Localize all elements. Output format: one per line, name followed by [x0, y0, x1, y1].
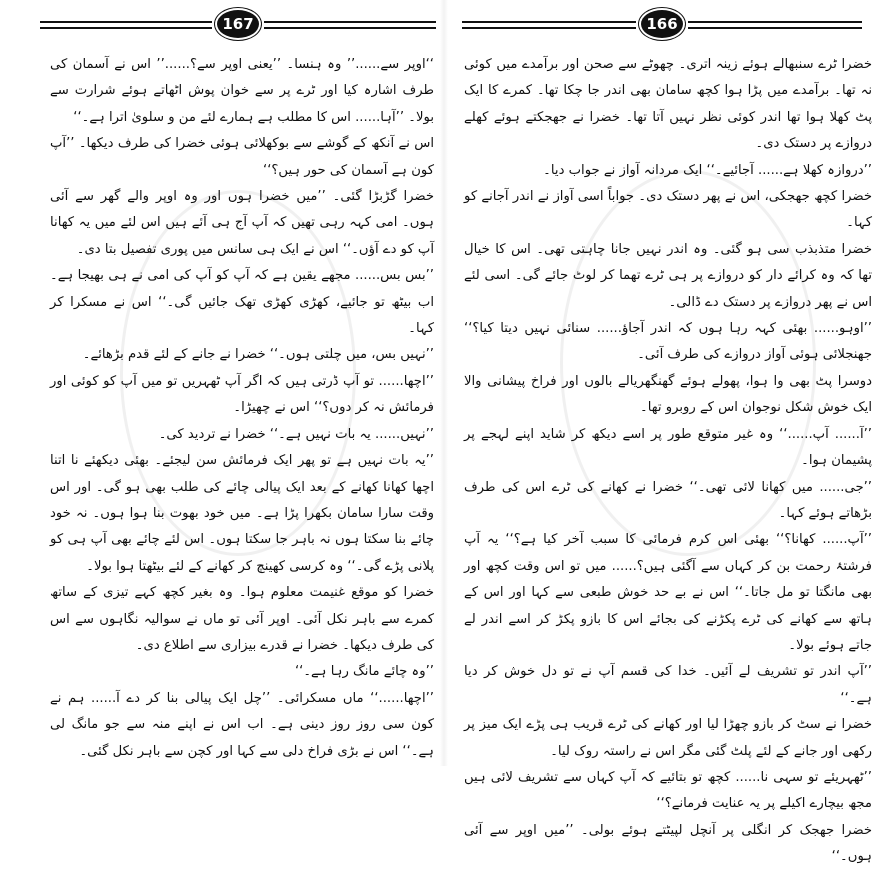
paragraph: ’’ٹھہریئے تو سہی نا...... کچھ تو بتائیے کہ آپ کہاں سے تشریف لائی ہیں مجھ بیچارے اکیلے پر یہ عنایت فرمانے؟‘‘	[464, 769, 872, 812]
paragraph: ’’یہ بات نہیں ہے تو پھر ایک فرمائش سن لیجئے۔ بھئی دیکھئے نا اتنا اچھا کھانا کھانے کے بعد ایک پیالی چائے کی طلب بھی ہو گی۔ اور اس وقت سارا سامان بکھرا پڑا ہے۔ میں خود بھوت بنا ہوا ہوں۔ نہ خود چائے بنا سکتا ہوں نہ باہر جا سکتا ہوں۔ اس لئے چائے بھی آپ ہی کو پلانی پڑے گی۔‘‘ وہ کرسی کھینچ کر کھانے کے لئے بیٹھتا ہوا بولا۔	[50, 453, 434, 574]
paragraph: خضرا گڑبڑا گئی۔ ’’میں خضرا ہوں اور وہ اوپر والے گھر سے آئی ہوں۔ امی کہہ رہی تھیں کہ آپ آج ہی آئے ہیں اس لئے میں یہ کھانا آپ کو دے آؤں۔‘‘ اس نے ایک ہی سانس میں پوری تفصیل بتا دی۔	[50, 189, 434, 257]
paragraph: خضرا ٹرے سنبھالے ہوئے زینہ اتری۔ چھوٹے سے صحن اور برآمدے میں کوئی نہ تھا۔ برآمدے میں پڑا ہوا کچھ سامان بھی اندر جا چکا تھا۔ کمرے کا ایک پٹ کھلا ہوا تھا اندر کوئی نظر نہیں آتا تھا۔ خضرا نے جھجکتے ہوئے کھلے دروازے پر دستک دی۔	[464, 57, 872, 152]
header-rule	[40, 21, 212, 29]
paragraph: خضرا متذبذب سی ہو گئی۔ وہ اندر نہیں جانا چاہتی تھی۔ اس کا خیال تھا کہ وہ کرائے دار کو دروازے پر ہی ٹرے تھما کر لوٹ جائے گی۔ اسی لئے اس نے پھر دروازے پر دستک دے ڈالی۔	[464, 241, 872, 310]
paragraph: اس نے آنکھ کے گوشے سے بوکھلائی ہوئی خضرا کی طرف دیکھا۔ ’’آپ کون ہے آسمان کی حور ہیں؟‘‘	[50, 136, 434, 178]
paragraph: ’’آپ...... کھانا؟‘‘ بھئی اس کرم فرمائی کا سبب آخر کیا ہے؟‘‘ یہ آپ فرشتۂ رحمت بن کر کہاں سے آگئی ہیں؟...... میں تو اس وقت کچھ اور بھی مانگتا تو مل جاتا۔‘‘ اس نے بے حد خوش طبعی سے کہا اور اس کے ہاتھ سے کھانے کی ٹرے پکڑنے کی بجائے اس کا بازو پکڑ کر اسے اندر لے جاتے ہوئے بولا۔	[464, 532, 872, 653]
paragraph: ’’دروازہ کھلا ہے...... آجائیے۔‘‘ ایک مردانہ آواز نے جواب دیا۔	[543, 162, 872, 178]
paragraph: دوسرا پٹ بھی وا ہوا، پھولے ہوئے گھنگھریالے بالوں اور فراخ پیشانی والا ایک خوش شکل نوجوان اس کے روبرو تھا۔	[464, 373, 872, 416]
page-number-badge: 166	[641, 10, 683, 38]
paragraph: ’’آ...... آپ......‘‘ وہ غیر متوقع طور پر اسے دیکھ کر شاید اپنے لہجے پر پشیمان ہوا۔	[464, 426, 872, 469]
paragraph: ‘‘اوپر سے......’’ وہ ہنسا۔ ’’یعنی اوپر سے؟......’’ اس نے آسمان کی طرف اشارہ کیا اور ٹرے پر سے خوان پوش اٹھاتے ہوئے شرارت سے بولا۔ ’’آہا...... اس کا مطلب ہے ہمارے لئے من و سلویٰ اترا ہے۔‘‘	[50, 57, 434, 125]
paragraph: ’’اچھا...... تو آپ ڈرتی ہیں کہ اگر آپ ٹھہریں تو میں آپ کو کوئی اور فرمائش نہ کر دوں؟‘‘ اس نے چھیڑا۔	[50, 373, 434, 416]
paragraph: خضرا نے سٹ کر بازو چھڑا لیا اور کھانے کی ٹرے قریب ہی پڑے ایک میز پر رکھی اور جانے کے لئے پلٹ گئی مگر اس نے راستہ روک لیا۔	[464, 717, 872, 759]
right-page	[448, 0, 880, 865]
paragraph: ’’نہیں...... یہ بات نہیں ہے۔‘‘ خضرا نے تردید کی۔	[158, 426, 434, 442]
paragraph: ’’وہ چائے مانگ رہا ہے۔‘‘	[294, 664, 434, 680]
paragraph: ’’جی...... میں کھانا لائی تھی۔‘‘ خضرا نے کھانے کی ٹرے اس کی طرف بڑھاتے ہوئے کہا۔	[464, 479, 872, 521]
paragraph: ’’بس بس...... مجھے یقین ہے کہ آپ کو آپ کی امی نے ہی بھیجا ہے۔ اب بیٹھ تو جائیے، کھڑی کھڑی تھک جائیں گی۔‘‘ اس نے مسکرا کر کہا۔	[50, 268, 434, 337]
page-body	[50, 52, 434, 765]
page-number-badge: 167	[217, 10, 259, 38]
paragraph: ’’اوہو...... بھئی کہہ رہا ہوں کہ اندر آجاؤ...... سنائی نہیں دیتا کیا؟‘‘ جھنجلائی ہوئی آواز دروازے کی طرف آئی۔	[464, 321, 872, 363]
header-rule	[462, 21, 636, 29]
page-gutter	[440, 0, 448, 766]
paragraph: ’’اچھا......‘‘ ماں مسکرائی۔ ’’چل ایک پیالی بنا کر دے آ...... ہم نے کون سی روز روز دینی ہے۔ اب اس نے اپنے منہ سے جو مانگ لی ہے۔‘‘ اس نے بڑی فراخ دلی سے کہا اور کچن سے باہر نکل گئی۔	[50, 690, 434, 759]
page-header	[40, 10, 436, 40]
paragraph: خضرا کو موقع غنیمت معلوم ہوا۔ وہ بغیر کچھ کہے تیزی کے ساتھ کمرے سے باہر نکل آئی۔ اوپر آئی تو ماں نے سوالیہ نگاہوں سے اس کی طرف دیکھا۔ خضرا نے قدرے بیزاری سے اطلاع دی۔	[50, 585, 434, 653]
paragraph: ’’نہیں بس، میں چلتی ہوں۔‘‘ خضرا نے جانے کے لئے قدم بڑھائے۔	[82, 347, 434, 363]
page-body	[464, 52, 872, 871]
left-page	[0, 0, 440, 766]
header-rule	[264, 21, 436, 29]
paragraph: ’’آپ اندر تو تشریف لے آئیں۔ خدا کی قسم آپ نے تو دل خوش کر دیا ہے۔‘‘	[464, 664, 872, 706]
paragraph: خضرا جھجک کر انگلی پر آنچل لپیٹتے ہوئے بولی۔ ’’میں اوپر سے آئی ہوں۔‘‘	[464, 822, 872, 865]
paragraph: خضرا کچھ جھجکی، اس نے پھر دستک دی۔ جواباً اسی آواز نے اندر آجانے کو کہا۔	[464, 189, 872, 231]
header-rule	[688, 21, 862, 29]
page-header	[462, 10, 862, 40]
